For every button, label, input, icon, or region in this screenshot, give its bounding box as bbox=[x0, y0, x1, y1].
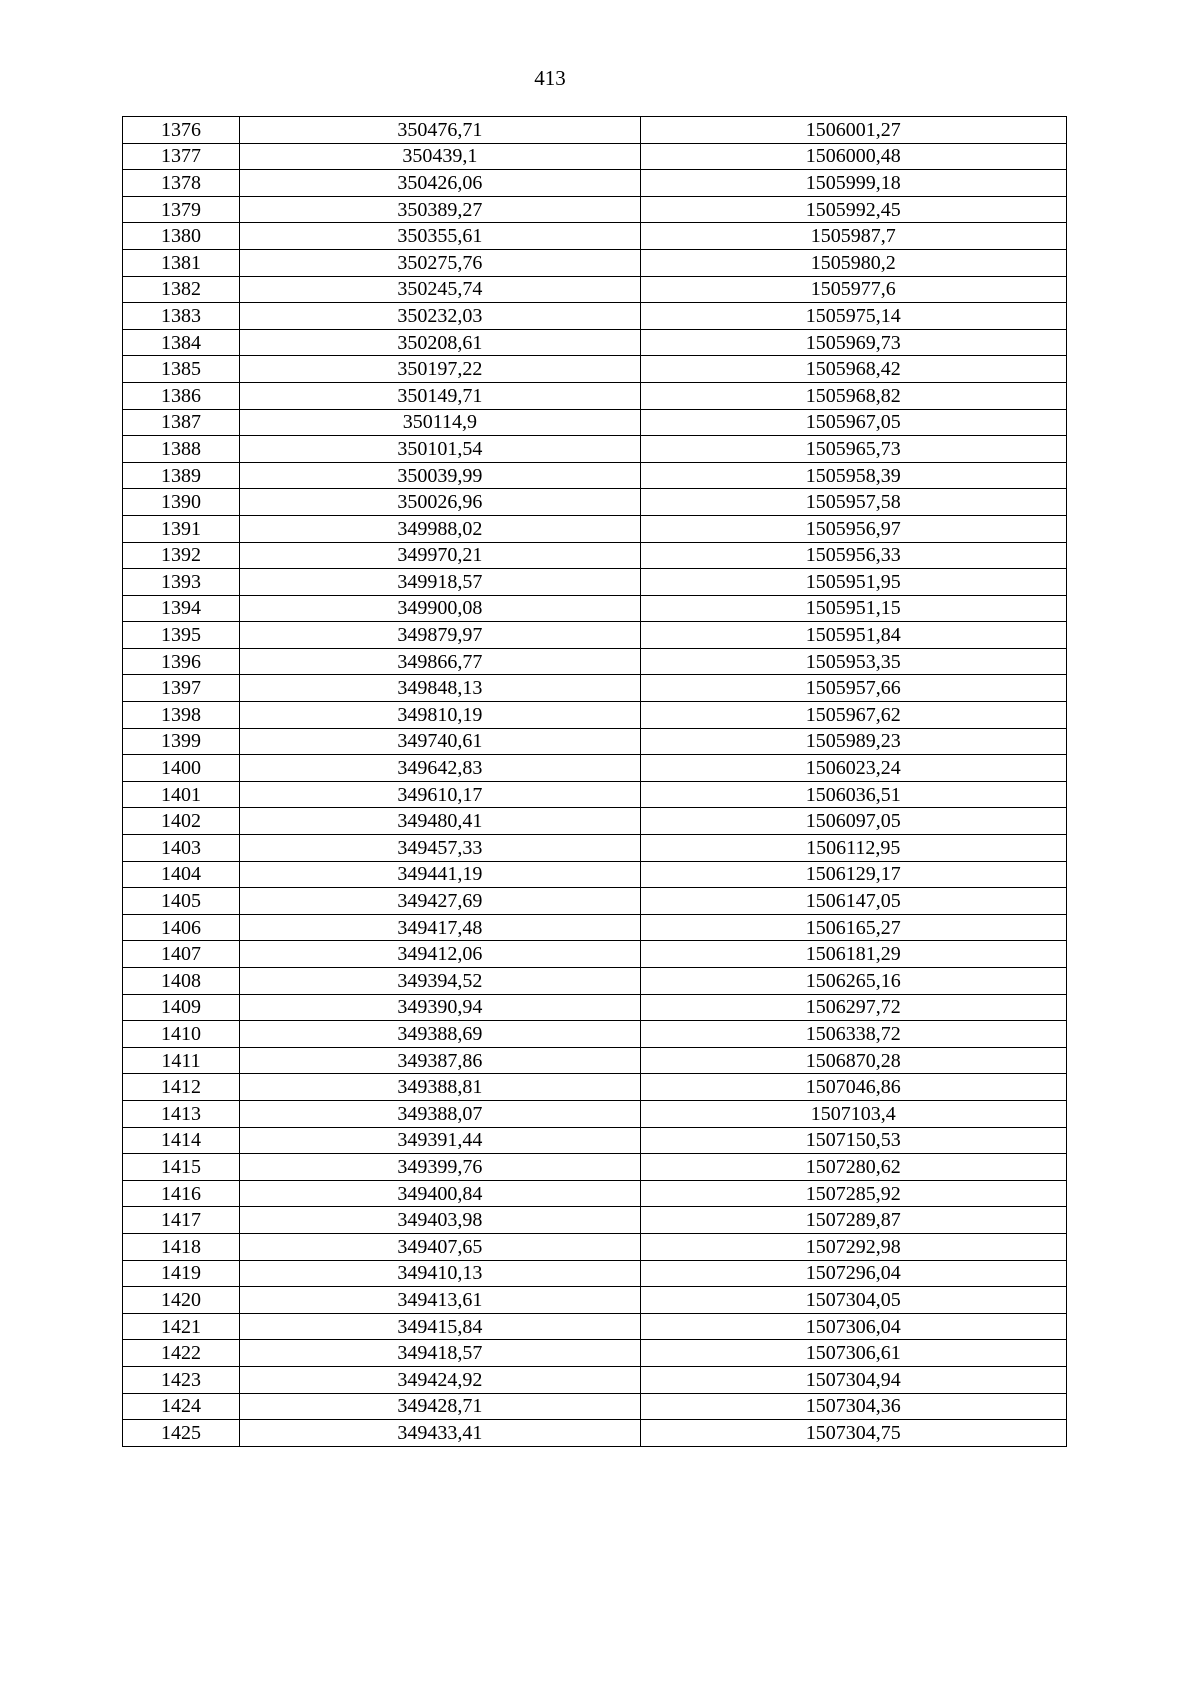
y-coordinate-cell: 1506023,24 bbox=[640, 755, 1066, 782]
x-coordinate-cell: 349388,69 bbox=[240, 1021, 640, 1048]
x-coordinate-cell: 349427,69 bbox=[240, 888, 640, 915]
x-coordinate-cell: 349848,13 bbox=[240, 675, 640, 702]
point-number-cell: 1400 bbox=[123, 755, 240, 782]
x-coordinate-cell: 350389,27 bbox=[240, 196, 640, 223]
point-number-cell: 1424 bbox=[123, 1393, 240, 1420]
x-coordinate-cell: 349407,65 bbox=[240, 1233, 640, 1260]
y-coordinate-cell: 1505968,82 bbox=[640, 382, 1066, 409]
y-coordinate-cell: 1507304,75 bbox=[640, 1420, 1066, 1447]
table-row bbox=[123, 462, 1067, 489]
table-row bbox=[123, 888, 1067, 915]
table-row bbox=[123, 382, 1067, 409]
x-coordinate-cell: 349390,94 bbox=[240, 994, 640, 1021]
x-coordinate-cell: 349388,81 bbox=[240, 1074, 640, 1101]
point-number-cell: 1425 bbox=[123, 1420, 240, 1447]
x-coordinate-cell: 349879,97 bbox=[240, 622, 640, 649]
y-coordinate-cell: 1507306,04 bbox=[640, 1313, 1066, 1340]
point-number-cell: 1393 bbox=[123, 569, 240, 596]
y-coordinate-cell: 1505987,7 bbox=[640, 223, 1066, 250]
table-row bbox=[123, 249, 1067, 276]
y-coordinate-cell: 1506097,05 bbox=[640, 808, 1066, 835]
table-row bbox=[123, 1420, 1067, 1447]
table-row bbox=[123, 968, 1067, 995]
table-row bbox=[123, 1127, 1067, 1154]
point-number-cell: 1377 bbox=[123, 143, 240, 170]
table-row bbox=[123, 861, 1067, 888]
y-coordinate-cell: 1505951,84 bbox=[640, 622, 1066, 649]
point-number-cell: 1384 bbox=[123, 329, 240, 356]
y-coordinate-cell: 1505951,95 bbox=[640, 569, 1066, 596]
point-number-cell: 1420 bbox=[123, 1287, 240, 1314]
table-row bbox=[123, 1074, 1067, 1101]
point-number-cell: 1390 bbox=[123, 489, 240, 516]
y-coordinate-cell: 1507150,53 bbox=[640, 1127, 1066, 1154]
y-coordinate-cell: 1505951,15 bbox=[640, 595, 1066, 622]
x-coordinate-cell: 349900,08 bbox=[240, 595, 640, 622]
table-row bbox=[123, 675, 1067, 702]
table-row bbox=[123, 303, 1067, 330]
point-number-cell: 1419 bbox=[123, 1260, 240, 1287]
y-coordinate-cell: 1505980,2 bbox=[640, 249, 1066, 276]
y-coordinate-cell: 1507306,61 bbox=[640, 1340, 1066, 1367]
table-row bbox=[123, 409, 1067, 436]
table-row bbox=[123, 1287, 1067, 1314]
table-row bbox=[123, 170, 1067, 197]
x-coordinate-cell: 349388,07 bbox=[240, 1100, 640, 1127]
y-coordinate-cell: 1505999,18 bbox=[640, 170, 1066, 197]
x-coordinate-cell: 349457,33 bbox=[240, 835, 640, 862]
x-coordinate-cell: 350275,76 bbox=[240, 249, 640, 276]
y-coordinate-cell: 1506000,48 bbox=[640, 143, 1066, 170]
x-coordinate-cell: 349970,21 bbox=[240, 542, 640, 569]
table-row bbox=[123, 702, 1067, 729]
point-number-cell: 1403 bbox=[123, 835, 240, 862]
x-coordinate-cell: 350426,06 bbox=[240, 170, 640, 197]
table-row bbox=[123, 276, 1067, 303]
table-row bbox=[123, 994, 1067, 1021]
table-row bbox=[123, 1233, 1067, 1260]
table-row bbox=[123, 1154, 1067, 1181]
y-coordinate-cell: 1507304,36 bbox=[640, 1393, 1066, 1420]
x-coordinate-cell: 349433,41 bbox=[240, 1420, 640, 1447]
point-number-cell: 1398 bbox=[123, 702, 240, 729]
table-row bbox=[123, 515, 1067, 542]
table-row bbox=[123, 356, 1067, 383]
x-coordinate-cell: 350114,9 bbox=[240, 409, 640, 436]
point-number-cell: 1421 bbox=[123, 1313, 240, 1340]
table-row bbox=[123, 755, 1067, 782]
point-number-cell: 1396 bbox=[123, 648, 240, 675]
point-number-cell: 1395 bbox=[123, 622, 240, 649]
point-number-cell: 1391 bbox=[123, 515, 240, 542]
table-row bbox=[123, 1100, 1067, 1127]
point-number-cell: 1402 bbox=[123, 808, 240, 835]
coordinates-table bbox=[122, 116, 1067, 1447]
x-coordinate-cell: 349918,57 bbox=[240, 569, 640, 596]
table-row bbox=[123, 143, 1067, 170]
x-coordinate-cell: 349610,17 bbox=[240, 781, 640, 808]
table-row bbox=[123, 117, 1067, 144]
x-coordinate-cell: 349413,61 bbox=[240, 1287, 640, 1314]
x-coordinate-cell: 349387,86 bbox=[240, 1047, 640, 1074]
x-coordinate-cell: 349642,83 bbox=[240, 755, 640, 782]
y-coordinate-cell: 1505957,58 bbox=[640, 489, 1066, 516]
y-coordinate-cell: 1506870,28 bbox=[640, 1047, 1066, 1074]
x-coordinate-cell: 349410,13 bbox=[240, 1260, 640, 1287]
point-number-cell: 1385 bbox=[123, 356, 240, 383]
point-number-cell: 1392 bbox=[123, 542, 240, 569]
table-row bbox=[123, 542, 1067, 569]
x-coordinate-cell: 349415,84 bbox=[240, 1313, 640, 1340]
table-row bbox=[123, 569, 1067, 596]
x-coordinate-cell: 349810,19 bbox=[240, 702, 640, 729]
y-coordinate-cell: 1506129,17 bbox=[640, 861, 1066, 888]
point-number-cell: 1408 bbox=[123, 968, 240, 995]
x-coordinate-cell: 349441,19 bbox=[240, 861, 640, 888]
coordinates-table-body bbox=[123, 117, 1067, 1447]
y-coordinate-cell: 1507304,94 bbox=[640, 1366, 1066, 1393]
y-coordinate-cell: 1505958,39 bbox=[640, 462, 1066, 489]
x-coordinate-cell: 350026,96 bbox=[240, 489, 640, 516]
x-coordinate-cell: 349399,76 bbox=[240, 1154, 640, 1181]
y-coordinate-cell: 1506001,27 bbox=[640, 117, 1066, 144]
y-coordinate-cell: 1505969,73 bbox=[640, 329, 1066, 356]
x-coordinate-cell: 349412,06 bbox=[240, 941, 640, 968]
x-coordinate-cell: 350476,71 bbox=[240, 117, 640, 144]
x-coordinate-cell: 349424,92 bbox=[240, 1366, 640, 1393]
table-row bbox=[123, 1260, 1067, 1287]
y-coordinate-cell: 1507289,87 bbox=[640, 1207, 1066, 1234]
table-row bbox=[123, 329, 1067, 356]
y-coordinate-cell: 1505977,6 bbox=[640, 276, 1066, 303]
y-coordinate-cell: 1505957,66 bbox=[640, 675, 1066, 702]
table-row bbox=[123, 622, 1067, 649]
table-row bbox=[123, 728, 1067, 755]
point-number-cell: 1378 bbox=[123, 170, 240, 197]
point-number-cell: 1404 bbox=[123, 861, 240, 888]
x-coordinate-cell: 349988,02 bbox=[240, 515, 640, 542]
x-coordinate-cell: 349417,48 bbox=[240, 914, 640, 941]
point-number-cell: 1406 bbox=[123, 914, 240, 941]
table-row bbox=[123, 196, 1067, 223]
y-coordinate-cell: 1505989,23 bbox=[640, 728, 1066, 755]
y-coordinate-cell: 1505967,62 bbox=[640, 702, 1066, 729]
x-coordinate-cell: 350197,22 bbox=[240, 356, 640, 383]
x-coordinate-cell: 349740,61 bbox=[240, 728, 640, 755]
point-number-cell: 1379 bbox=[123, 196, 240, 223]
point-number-cell: 1418 bbox=[123, 1233, 240, 1260]
point-number-cell: 1386 bbox=[123, 382, 240, 409]
y-coordinate-cell: 1505956,33 bbox=[640, 542, 1066, 569]
table-row bbox=[123, 1393, 1067, 1420]
point-number-cell: 1417 bbox=[123, 1207, 240, 1234]
y-coordinate-cell: 1506265,16 bbox=[640, 968, 1066, 995]
y-coordinate-cell: 1505967,05 bbox=[640, 409, 1066, 436]
point-number-cell: 1414 bbox=[123, 1127, 240, 1154]
point-number-cell: 1405 bbox=[123, 888, 240, 915]
point-number-cell: 1394 bbox=[123, 595, 240, 622]
point-number-cell: 1383 bbox=[123, 303, 240, 330]
y-coordinate-cell: 1506181,29 bbox=[640, 941, 1066, 968]
y-coordinate-cell: 1505953,35 bbox=[640, 648, 1066, 675]
point-number-cell: 1389 bbox=[123, 462, 240, 489]
table-row bbox=[123, 648, 1067, 675]
y-coordinate-cell: 1506112,95 bbox=[640, 835, 1066, 862]
table-row bbox=[123, 808, 1067, 835]
table-row bbox=[123, 489, 1067, 516]
x-coordinate-cell: 350245,74 bbox=[240, 276, 640, 303]
y-coordinate-cell: 1506036,51 bbox=[640, 781, 1066, 808]
x-coordinate-cell: 349403,98 bbox=[240, 1207, 640, 1234]
point-number-cell: 1397 bbox=[123, 675, 240, 702]
point-number-cell: 1401 bbox=[123, 781, 240, 808]
point-number-cell: 1413 bbox=[123, 1100, 240, 1127]
x-coordinate-cell: 350355,61 bbox=[240, 223, 640, 250]
point-number-cell: 1411 bbox=[123, 1047, 240, 1074]
point-number-cell: 1410 bbox=[123, 1021, 240, 1048]
table-row bbox=[123, 1313, 1067, 1340]
point-number-cell: 1412 bbox=[123, 1074, 240, 1101]
y-coordinate-cell: 1506165,27 bbox=[640, 914, 1066, 941]
x-coordinate-cell: 349400,84 bbox=[240, 1180, 640, 1207]
x-coordinate-cell: 349418,57 bbox=[240, 1340, 640, 1367]
point-number-cell: 1388 bbox=[123, 436, 240, 463]
table-row bbox=[123, 595, 1067, 622]
x-coordinate-cell: 350101,54 bbox=[240, 436, 640, 463]
y-coordinate-cell: 1507280,62 bbox=[640, 1154, 1066, 1181]
table-row bbox=[123, 835, 1067, 862]
table-row bbox=[123, 941, 1067, 968]
table-row bbox=[123, 223, 1067, 250]
point-number-cell: 1380 bbox=[123, 223, 240, 250]
point-number-cell: 1382 bbox=[123, 276, 240, 303]
y-coordinate-cell: 1505992,45 bbox=[640, 196, 1066, 223]
point-number-cell: 1387 bbox=[123, 409, 240, 436]
y-coordinate-cell: 1506338,72 bbox=[640, 1021, 1066, 1048]
y-coordinate-cell: 1505975,14 bbox=[640, 303, 1066, 330]
y-coordinate-cell: 1505965,73 bbox=[640, 436, 1066, 463]
x-coordinate-cell: 350439,1 bbox=[240, 143, 640, 170]
y-coordinate-cell: 1507046,86 bbox=[640, 1074, 1066, 1101]
x-coordinate-cell: 350232,03 bbox=[240, 303, 640, 330]
y-coordinate-cell: 1506147,05 bbox=[640, 888, 1066, 915]
table-row bbox=[123, 1207, 1067, 1234]
point-number-cell: 1423 bbox=[123, 1366, 240, 1393]
point-number-cell: 1407 bbox=[123, 941, 240, 968]
x-coordinate-cell: 350149,71 bbox=[240, 382, 640, 409]
x-coordinate-cell: 349391,44 bbox=[240, 1127, 640, 1154]
table-row bbox=[123, 1021, 1067, 1048]
y-coordinate-cell: 1507285,92 bbox=[640, 1180, 1066, 1207]
point-number-cell: 1399 bbox=[123, 728, 240, 755]
y-coordinate-cell: 1507296,04 bbox=[640, 1260, 1066, 1287]
y-coordinate-cell: 1507292,98 bbox=[640, 1233, 1066, 1260]
x-coordinate-cell: 349480,41 bbox=[240, 808, 640, 835]
point-number-cell: 1376 bbox=[123, 117, 240, 144]
table-row bbox=[123, 436, 1067, 463]
y-coordinate-cell: 1507304,05 bbox=[640, 1287, 1066, 1314]
table-row bbox=[123, 914, 1067, 941]
point-number-cell: 1416 bbox=[123, 1180, 240, 1207]
x-coordinate-cell: 349428,71 bbox=[240, 1393, 640, 1420]
point-number-cell: 1415 bbox=[123, 1154, 240, 1181]
y-coordinate-cell: 1505956,97 bbox=[640, 515, 1066, 542]
page-number: 413 bbox=[534, 66, 566, 90]
table-row bbox=[123, 781, 1067, 808]
point-number-cell: 1381 bbox=[123, 249, 240, 276]
y-coordinate-cell: 1505968,42 bbox=[640, 356, 1066, 383]
point-number-cell: 1422 bbox=[123, 1340, 240, 1367]
table-row bbox=[123, 1366, 1067, 1393]
y-coordinate-cell: 1507103,4 bbox=[640, 1100, 1066, 1127]
point-number-cell: 1409 bbox=[123, 994, 240, 1021]
table-row bbox=[123, 1180, 1067, 1207]
table-row bbox=[123, 1047, 1067, 1074]
table-row bbox=[123, 1340, 1067, 1367]
x-coordinate-cell: 350208,61 bbox=[240, 329, 640, 356]
x-coordinate-cell: 349866,77 bbox=[240, 648, 640, 675]
x-coordinate-cell: 350039,99 bbox=[240, 462, 640, 489]
x-coordinate-cell: 349394,52 bbox=[240, 968, 640, 995]
y-coordinate-cell: 1506297,72 bbox=[640, 994, 1066, 1021]
